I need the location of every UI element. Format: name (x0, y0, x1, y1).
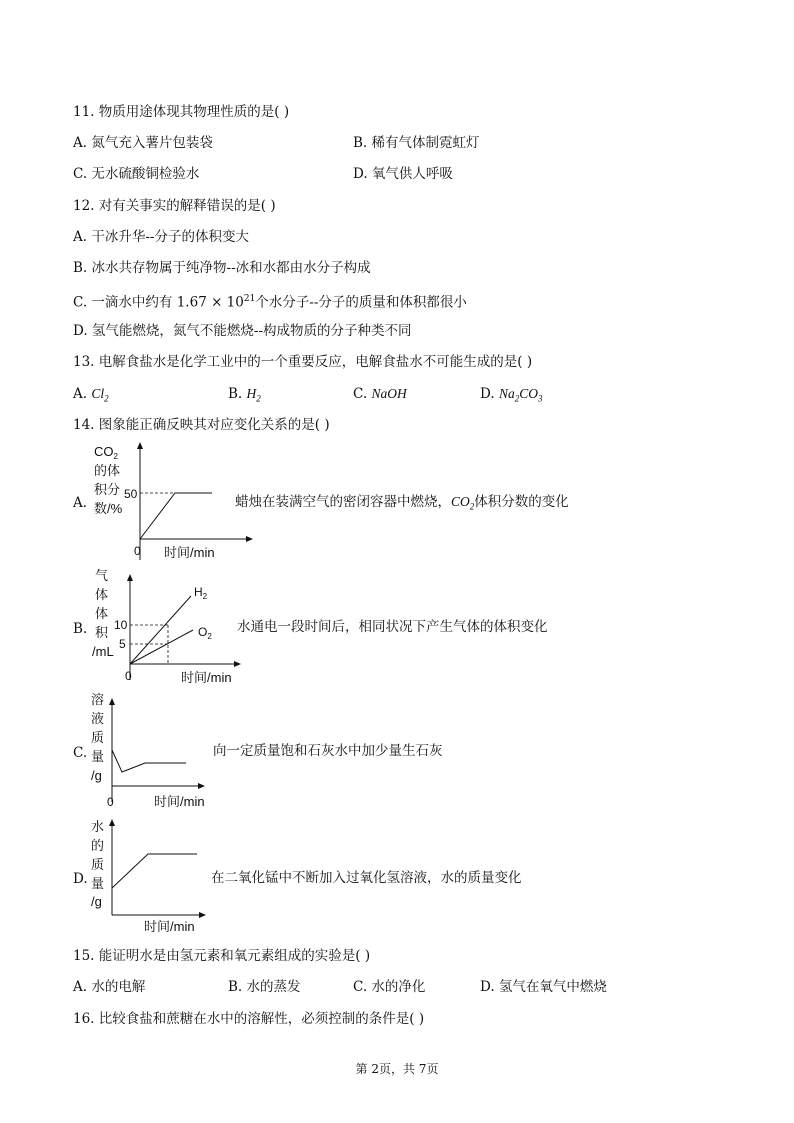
q13-d-prefix: D. (480, 386, 499, 402)
x-label: 时间/min (144, 919, 195, 934)
q14-option-a-label: A. (73, 495, 88, 511)
q15-option-b: B. 水的蒸发 (228, 979, 301, 995)
y-label-unit: /mL (92, 644, 114, 659)
q12-option-c-exp: 21 (243, 294, 256, 304)
y-label-line4: 积 (95, 625, 109, 640)
x-axis-arrow (199, 912, 206, 918)
y-label-line1: $CO_2$ (94, 444, 118, 461)
x-label: 时间/min (164, 545, 215, 560)
y-label-line4: 量 (91, 749, 105, 764)
x-label: 时间/min (154, 794, 205, 809)
q13-stem: 13. 电解食盐水是化学工业中的一个重要反应，电解食盐水不可能生成的是( ) (73, 354, 533, 370)
y-axis-arrow (127, 574, 133, 581)
q16-stem: 16. 比较食盐和蔗糖在水中的溶解性，必须控制的条件是( ) (73, 1011, 425, 1027)
y-label-line3: 积分 (94, 482, 121, 497)
q13-d-sub-2: 3 (537, 393, 543, 404)
o2-label: $O_2$ (198, 625, 212, 641)
x-axis-arrow (246, 536, 253, 542)
origin-label: 0 (107, 795, 114, 809)
q14-option-b-label: B. (73, 621, 88, 637)
h2-label: $H_2$ (194, 585, 208, 601)
solution-mass-line (112, 750, 186, 772)
q15-option-c: C. 水的净化 (353, 979, 426, 995)
q14-a-desc-sub: 2 (469, 501, 475, 512)
q14-option-d-label: D. (73, 871, 88, 887)
q12-option-a: A. 干冰升华--分子的体积变大 (73, 229, 249, 245)
y-label-line2: 的体 (94, 463, 121, 478)
q14-a-desc-post: 体积分数的变化 (474, 494, 569, 510)
x-axis-arrow (234, 661, 241, 667)
tick-10: 10 (114, 618, 128, 632)
q14-chart-a-svg (88, 440, 258, 564)
q14-option-d-desc: 在二氧化锰中不断加入过氧化氢溶液，水的质量变化 (211, 870, 522, 886)
y-axis-arrow (137, 442, 143, 449)
q14-chart-c (88, 690, 228, 814)
origin-label: 0 (125, 669, 132, 683)
q12-stem: 12. 对有关事实的解释错误的是( ) (73, 198, 276, 214)
y-axis-arrow (109, 698, 115, 705)
q13-option-b (228, 385, 261, 408)
page-footer: 第 2页，共 7页 (355, 1062, 439, 1076)
q14-stem: 14. 图象能正确反映其对应变化关系的是( ) (73, 417, 330, 433)
q12-option-d: D. 氢气能燃烧，氮气不能燃烧--构成物质的分子种类不同 (73, 323, 412, 339)
q13-c-prefix: C. (353, 386, 372, 402)
q13-b-formula: H (246, 386, 257, 401)
q14-chart-a (88, 440, 258, 564)
q14-a-desc-formula: CO (451, 494, 470, 509)
q11-option-b: B. 稀有气体制霓虹灯 (353, 135, 480, 151)
q13-a-sub: 2 (104, 393, 109, 404)
y-label-line1: 气 (95, 568, 109, 583)
q15-stem: 15. 能证明水是由氢元素和氧元素组成的实验是( ) (73, 948, 371, 964)
q14-option-c-label: C. (73, 745, 88, 761)
q14-chart-b (88, 566, 248, 690)
y-label-line3: 质 (91, 730, 105, 745)
y-label-line4: 数/% (94, 501, 123, 516)
q13-a-formula: Cl (91, 386, 105, 401)
q14-option-a-desc (235, 493, 569, 516)
water-mass-line (112, 854, 197, 888)
o2-line (130, 630, 193, 664)
q14-option-c-desc: 向一定质量饱和石灰水中加少量生石灰 (213, 743, 443, 759)
q13-d-formula-1: Na (498, 386, 515, 401)
q14-chart-b-svg (88, 566, 248, 690)
co2-volume-line (140, 493, 212, 539)
y-label-unit: /g (91, 768, 102, 783)
q11-option-c: C. 无水硫酸铜检验水 (73, 166, 200, 182)
q14-chart-c-svg (88, 690, 228, 814)
q13-d-sub-1: 2 (514, 393, 520, 404)
q13-b-prefix: B. (228, 386, 247, 402)
origin-label: 0 (134, 544, 141, 558)
q12-option-c (73, 290, 467, 312)
q12-option-c-pre: C. 一滴水中约有 1.67 × 10 (73, 294, 244, 311)
q14-a-desc-pre: 蜡烛在装满空气的密闭容器中燃烧， (235, 494, 451, 510)
y-label-line2: 体 (95, 587, 109, 602)
q12-option-c-post: 个水分子--分子的质量和体积都很小 (255, 294, 467, 311)
h2-line (130, 596, 191, 664)
q13-a-prefix: A. (73, 386, 92, 402)
q14-option-b-desc: 水通电一段时间后，相同状况下产生气体的体积变化 (237, 619, 548, 635)
q13-b-sub: 2 (256, 393, 261, 404)
q13-c-formula: NaOH (371, 386, 407, 401)
tick-5: 5 (119, 637, 126, 651)
q15-option-a: A. 水的电解 (73, 979, 146, 995)
y-label-line2: 的 (91, 838, 105, 853)
x-label: 时间/min (181, 670, 232, 685)
q11-option-a: A. 氮气充入薯片包装袋 (73, 135, 213, 151)
y-label-unit: /g (91, 894, 102, 909)
q11-option-d: D. 氧气供人呼吸 (353, 166, 453, 182)
q11-stem: 11. 物质用途体现其物理性质的是( ) (73, 104, 290, 120)
tick-50: 50 (124, 487, 138, 501)
q14-chart-d-svg (88, 815, 218, 937)
y-label-line3: 体 (95, 606, 109, 621)
q13-option-d (480, 385, 542, 408)
q13-option-a (73, 385, 109, 408)
y-label-line4: 量 (91, 876, 105, 891)
x-axis-arrow (198, 783, 205, 789)
q13-option-c (353, 385, 407, 403)
q15-option-d: D. 氢气在氧气中燃烧 (480, 979, 607, 995)
q13-d-formula-2: CO (519, 386, 538, 401)
y-label-line2: 液 (91, 711, 105, 726)
q14-chart-d (88, 815, 218, 937)
y-label-line3: 质 (91, 857, 105, 872)
y-label-line1: 水 (91, 819, 105, 834)
y-label-line1: 溶 (91, 692, 105, 707)
y-axis-arrow (109, 819, 115, 826)
q12-option-b: B. 冰水共存物属于纯净物--冰和水都由水分子构成 (73, 260, 371, 276)
